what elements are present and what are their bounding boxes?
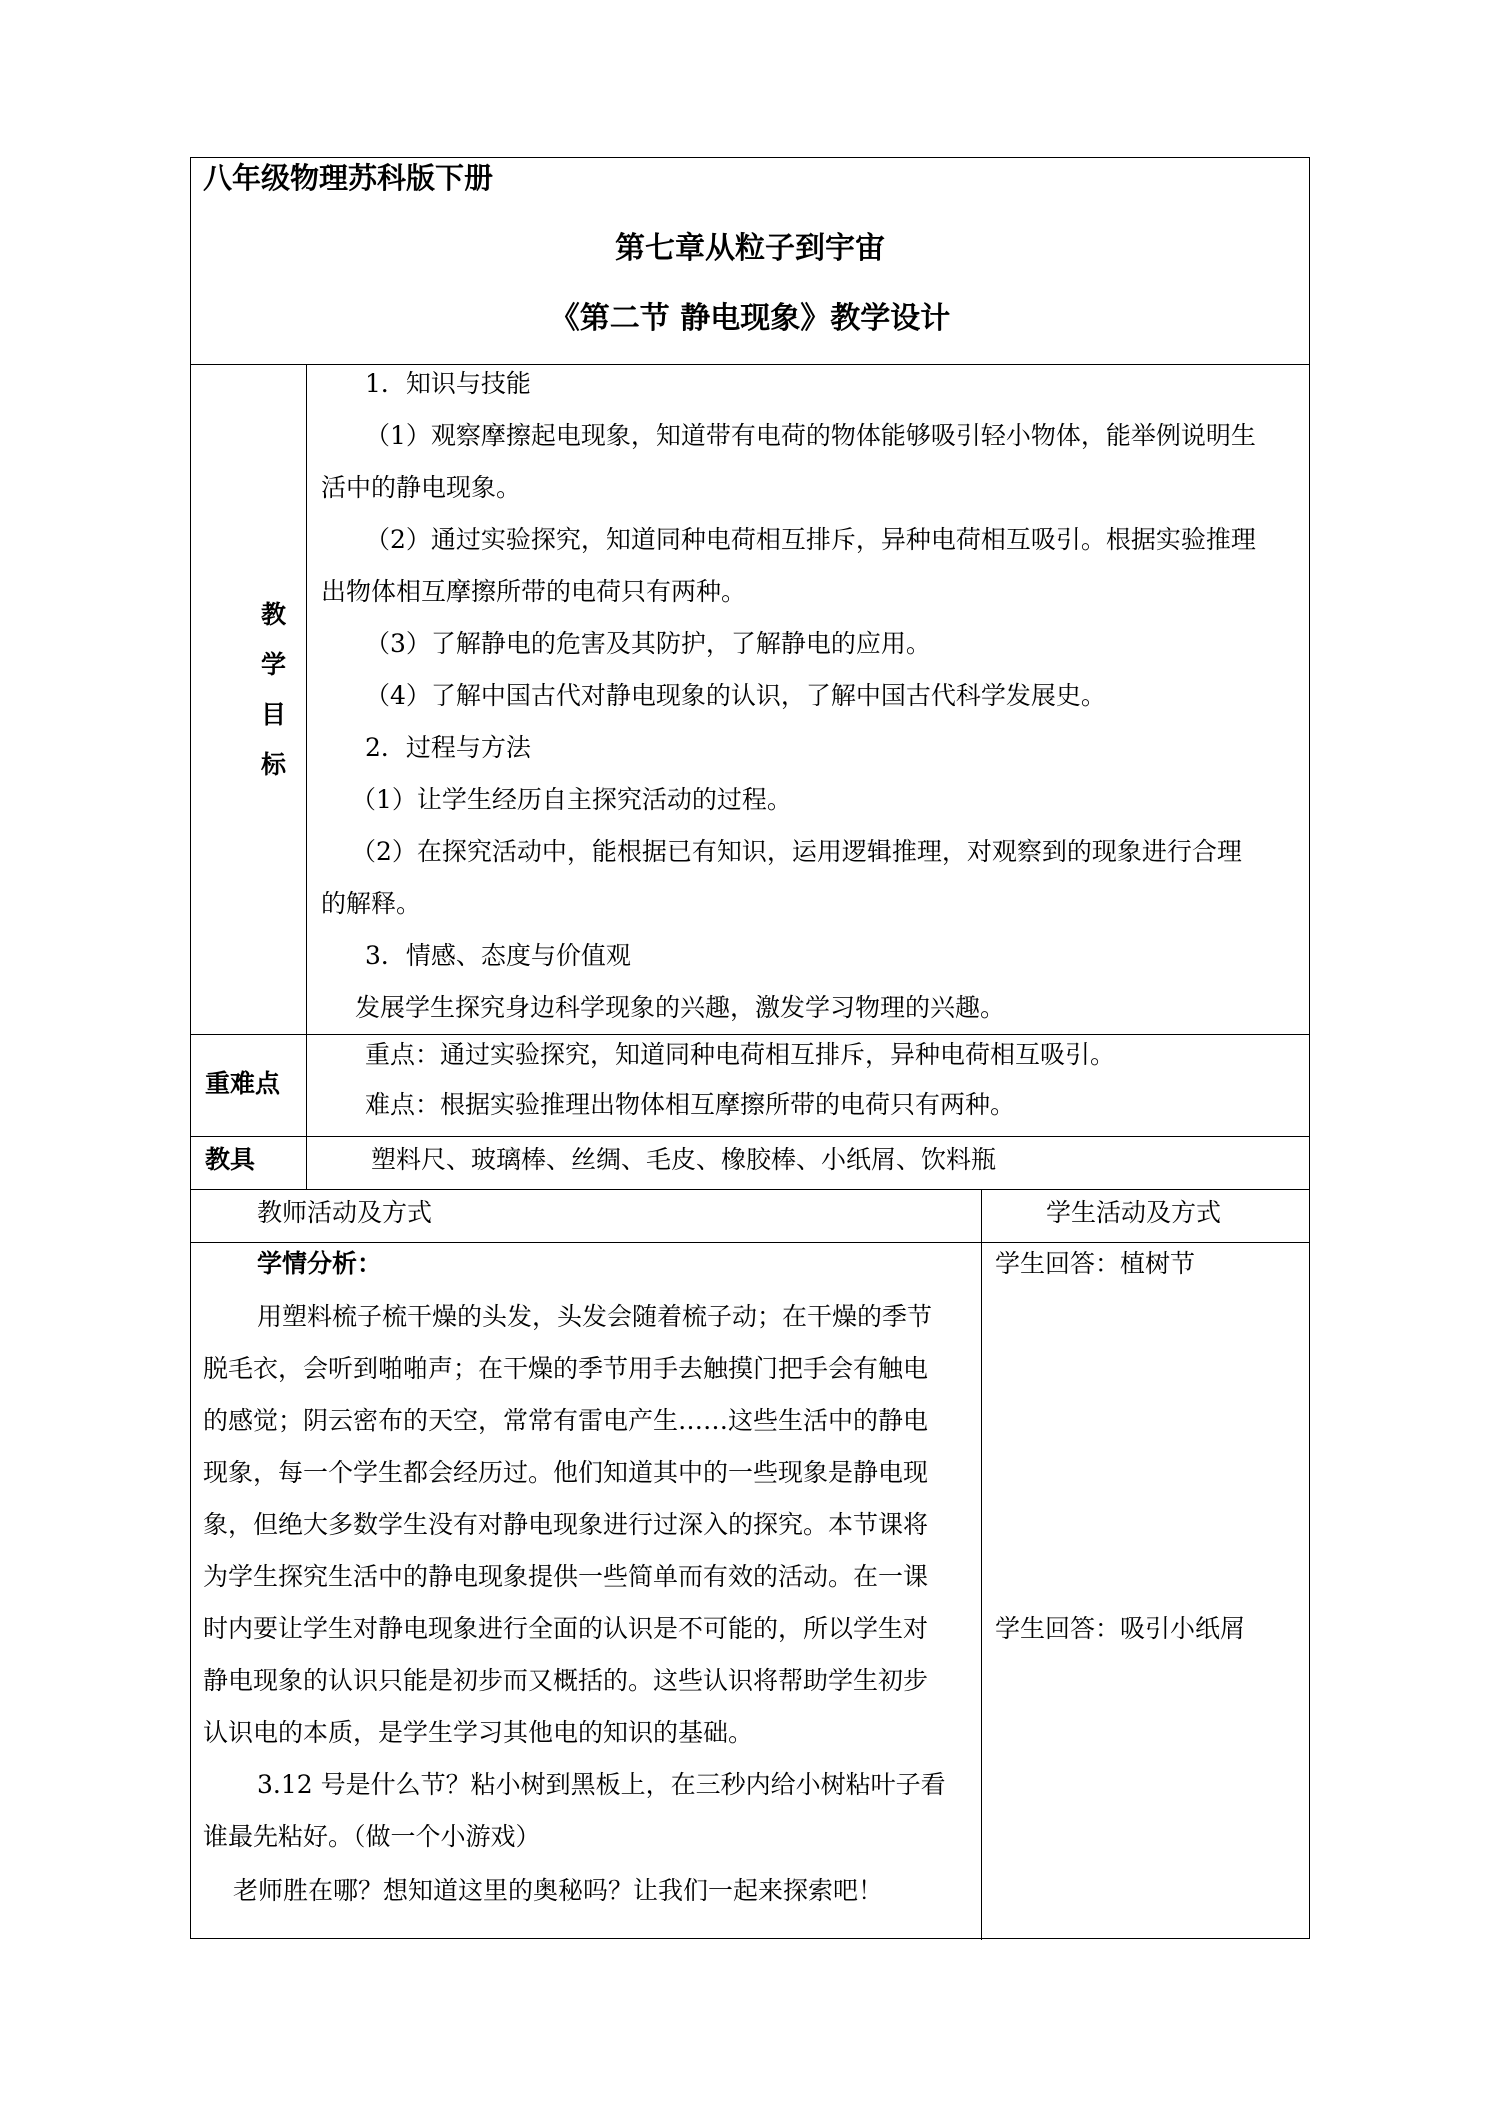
teacher-text-line: 的感觉；阴云密布的天空，常常有雷电产生……这些生活中的静电: [203, 1406, 929, 1435]
objectives-label-char: 学: [261, 650, 287, 679]
divider: [191, 1136, 1309, 1137]
activity-column-divider: [981, 1189, 982, 1940]
teacher-text-line: 象，但绝大多数学生没有对静电现象进行过深入的探究。本节课将: [203, 1510, 929, 1539]
objective-line: （4）了解中国古代对静电现象的认识，了解中国古代科学发展史。: [365, 681, 1106, 710]
objective-line: 出物体相互摩擦所带的电荷只有两种。: [321, 577, 747, 606]
objectives-label-char: 教: [261, 600, 287, 629]
teacher-text-line: 脱毛衣，会听到啪啪声；在干燥的季节用手去触摸门把手会有触电: [203, 1354, 929, 1383]
teacher-text-line: 老师胜在哪？想知道这里的奥秘吗？让我们一起来探索吧！: [233, 1876, 884, 1905]
tools-value: 塑料尺、玻璃棒、丝绸、毛皮、橡胶棒、小纸屑、饮料瓶: [371, 1145, 997, 1174]
objective-line: （2）在探究活动中，能根据已有知识，运用逻辑推理，对观察到的现象进行合理: [351, 837, 1242, 866]
chapter-title: 第七章从粒子到宇宙: [615, 231, 885, 266]
grade-book-title: 八年级物理苏科版下册: [203, 161, 494, 195]
student-answer: 学生回答：植树节: [995, 1249, 1196, 1278]
objectives-label-char: 标: [261, 750, 287, 779]
label-column-divider: [306, 364, 307, 1189]
key-point-difficult: 难点：根据实验推理出物体相互摩擦所带的电荷只有两种。: [365, 1090, 1016, 1119]
lesson-title: 《第二节 静电现象》教学设计: [549, 301, 951, 336]
objectives-label-char: 目: [261, 700, 287, 729]
objective-line: （1）让学生经历自主探究活动的过程。: [351, 785, 792, 814]
objective-line: 发展学生探究身边科学现象的兴趣，激发学习物理的兴趣。: [355, 993, 1006, 1022]
divider: [191, 364, 1309, 365]
student-answer: 学生回答：吸引小纸屑: [995, 1614, 1246, 1643]
objective-line: 2．过程与方法: [365, 733, 531, 762]
objective-line: （3）了解静电的危害及其防护，了解静电的应用。: [365, 629, 931, 658]
teacher-text-line: 3.12 号是什么节？粘小树到黑板上，在三秒内给小树粘叶子看: [257, 1770, 946, 1799]
teacher-text-line: 现象，每一个学生都会经历过。他们知道其中的一些现象是静电现: [203, 1458, 929, 1487]
analysis-title: 学情分析：: [257, 1249, 383, 1278]
key-point-important: 重点：通过实验探究，知道同种电荷相互排斥，异种电荷相互吸引。: [365, 1040, 1116, 1069]
divider: [191, 1034, 1309, 1035]
objective-line: （1）观察摩擦起电现象，知道带有电荷的物体能够吸引轻小物体，能举例说明生: [365, 421, 1256, 450]
teacher-text-line: 谁最先粘好。（做一个小游戏）: [203, 1822, 541, 1851]
objective-line: （2）通过实验探究，知道同种电荷相互排斥，异种电荷相互吸引。根据实验推理: [365, 525, 1256, 554]
lesson-plan-table: [190, 157, 1310, 1939]
teacher-text-line: 时内要让学生对静电现象进行全面的认识是不可能的，所以学生对: [203, 1614, 929, 1643]
teacher-text-line: 静电现象的认识只能是初步而又概括的。这些认识将帮助学生初步: [203, 1666, 929, 1695]
objective-line: 1．知识与技能: [365, 369, 531, 398]
divider: [191, 1189, 1309, 1190]
teacher-activity-header: 教师活动及方式: [257, 1198, 433, 1227]
objective-line: 的解释。: [321, 889, 422, 918]
divider: [191, 1242, 1309, 1243]
key-points-label: 重难点: [205, 1069, 281, 1098]
teacher-text-line: 用塑料梳子梳干燥的头发，头发会随着梳子动；在干燥的季节: [257, 1302, 933, 1331]
student-activity-header: 学生活动及方式: [1046, 1198, 1222, 1227]
teacher-text-line: 为学生探究生活中的静电现象提供一些简单而有效的活动。在一课: [203, 1562, 929, 1591]
tools-label: 教具: [205, 1145, 256, 1174]
objective-line: 3．情感、态度与价值观: [365, 941, 631, 970]
teacher-text-line: 认识电的本质，是学生学习其他电的知识的基础。: [203, 1718, 754, 1747]
objective-line: 活中的静电现象。: [321, 473, 522, 502]
